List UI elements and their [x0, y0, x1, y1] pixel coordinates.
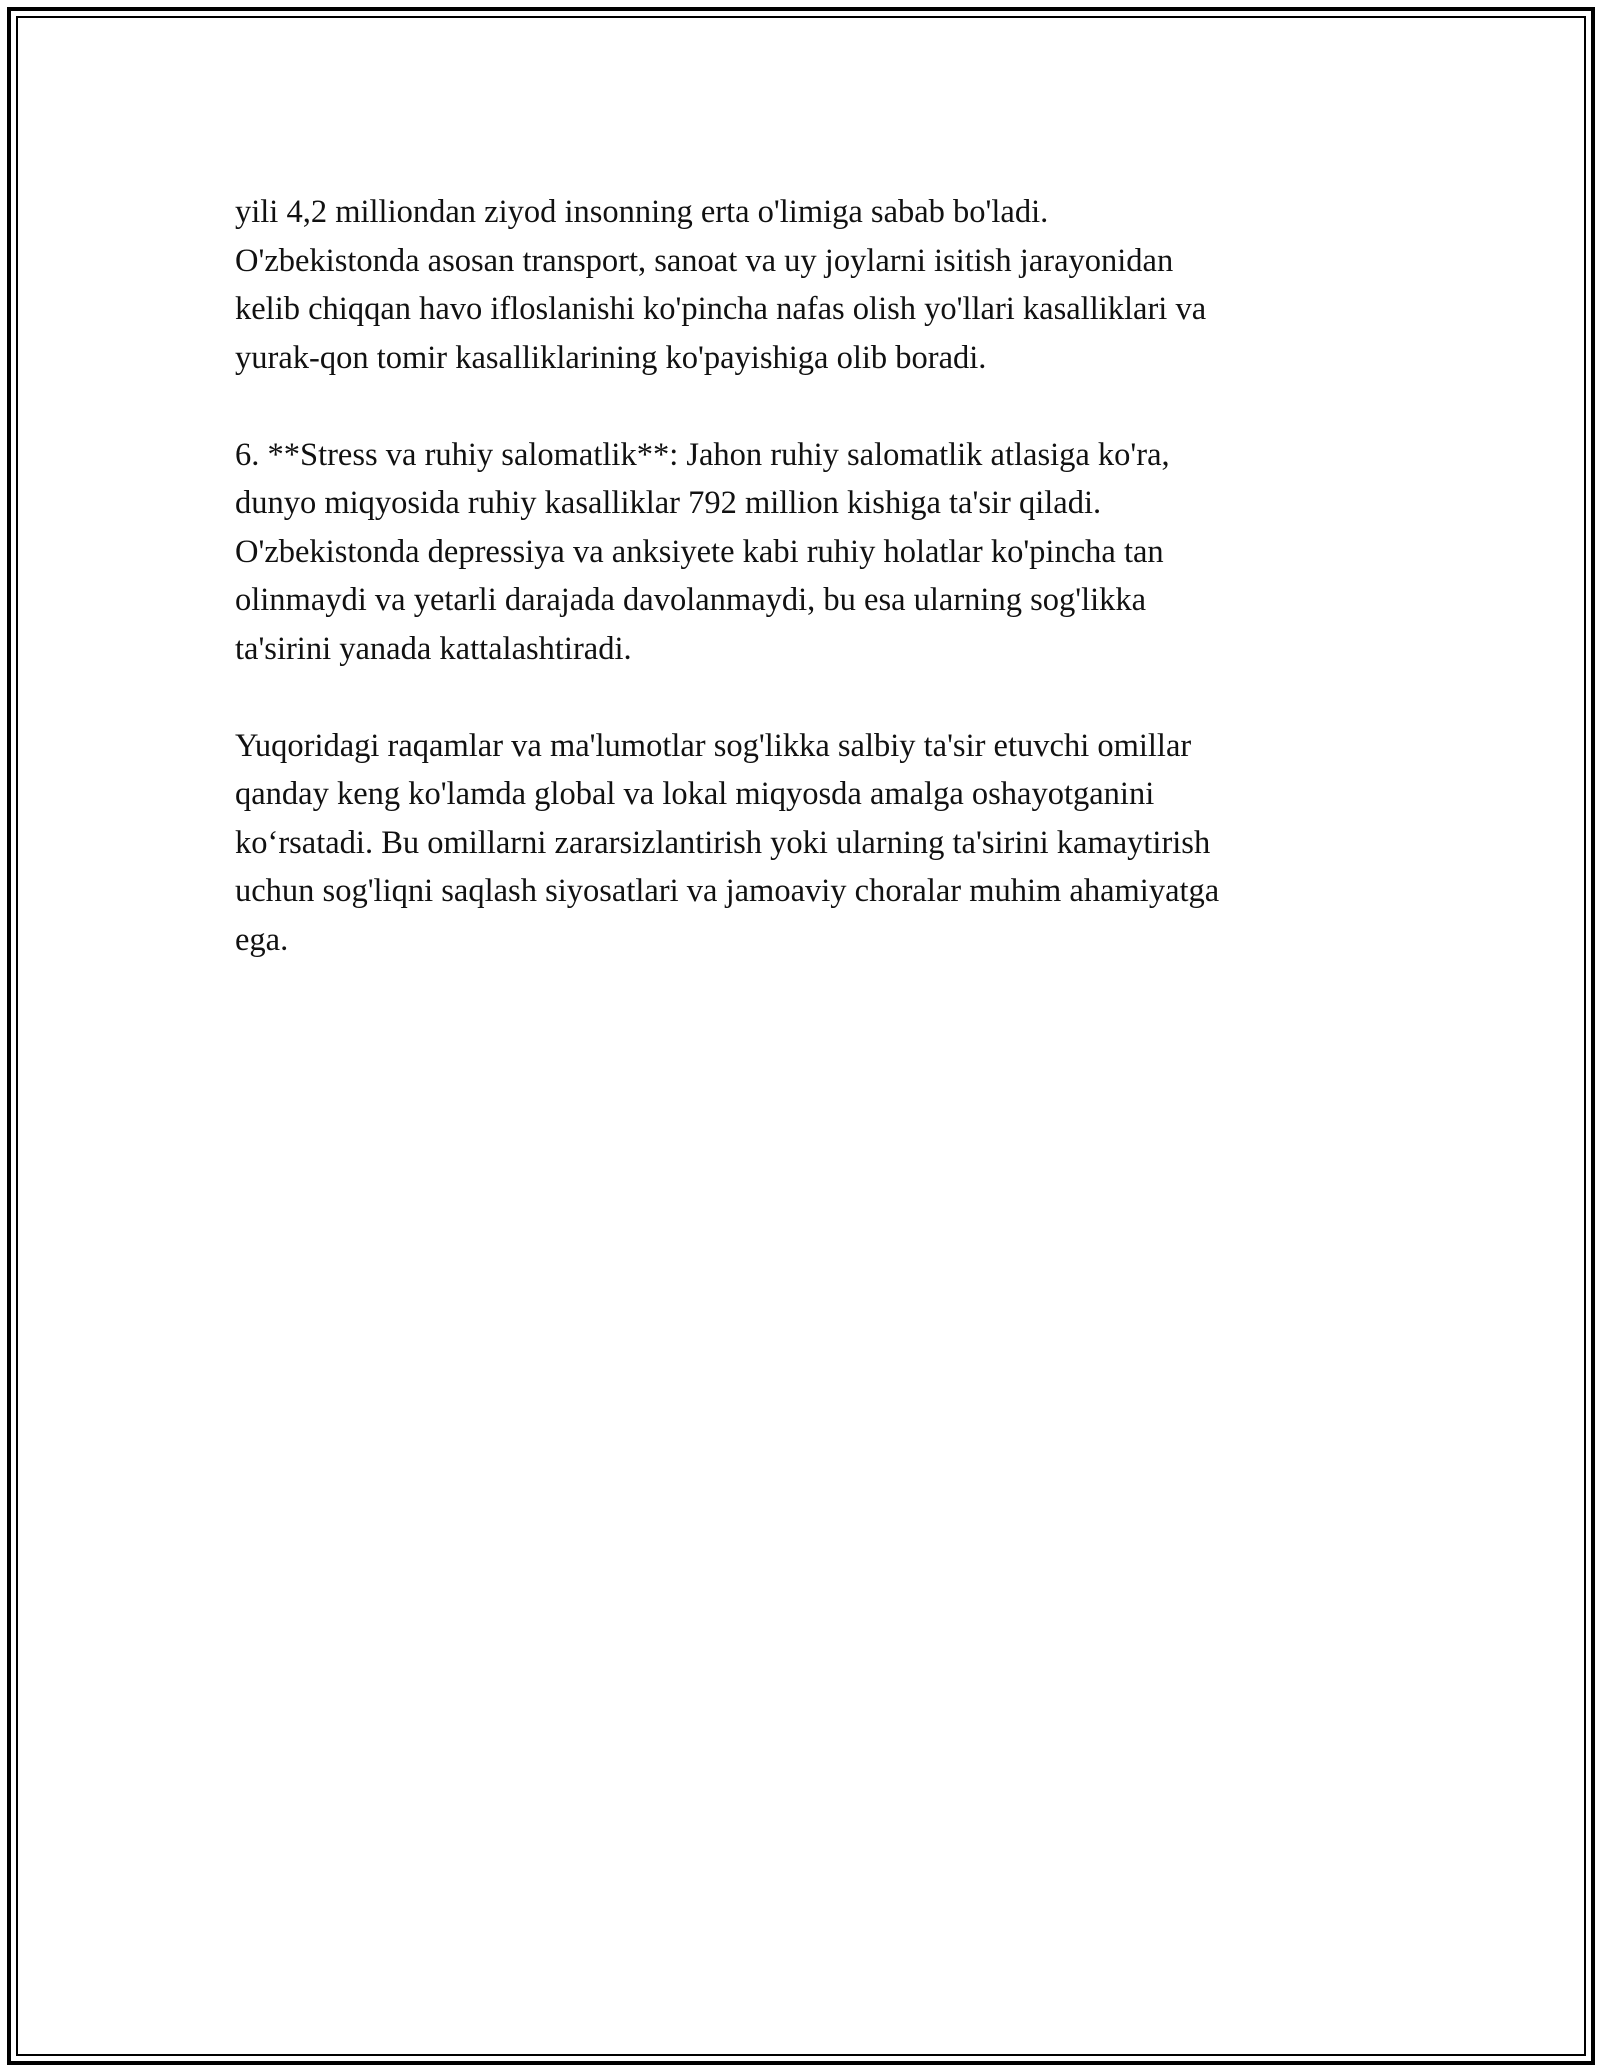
- text-line: ega.: [235, 921, 289, 958]
- text-line: O'zbekistonda asosan transport, sanoat va uy joylarni isitish jarayonidan: [235, 242, 1174, 279]
- paragraph-air-pollution: [235, 188, 1385, 382]
- text-line: qanday keng ko'lamda global va lokal miqyosda amalga oshayotganini: [235, 776, 1155, 812]
- text-line: yurak-qon tomir kasalliklarining ko'payishiga olib boradi.: [235, 339, 987, 376]
- document-body: [235, 188, 1385, 1013]
- text-line: ko‘rsatadi. Bu omillarni zararsizlantirish yoki ularning ta'sirini kamaytirish: [235, 824, 1211, 861]
- text-line: olinmaydi va yetarli darajada davolanmaydi, bu esa ularning sog'likka: [235, 582, 1147, 618]
- text-line: O'zbekistonda depressiya va anksiyete kabi ruhiy holatlar ko'pincha tan: [235, 533, 1164, 570]
- paragraph-stress-mental-health: [235, 431, 1385, 674]
- text-line: uchun sog'liqni saqlash siyosatlari va jamoaviy choralar muhim ahamiyatga: [235, 873, 1220, 909]
- text-line: ta'sirini yanada kattalashtiradi.: [235, 630, 632, 667]
- paragraph-conclusion: [235, 722, 1385, 965]
- text-line: 6. **Stress va ruhiy salomatlik**: Jahon ruhiy salomatlik atlasiga ko'ra,: [235, 436, 1170, 473]
- text-line: Yuqoridagi raqamlar va ma'lumotlar sog'likka salbiy ta'sir etuvchi omillar: [235, 727, 1192, 764]
- text-line: dunyo miqyosida ruhiy kasalliklar 792 million kishiga ta'sir qiladi.: [235, 485, 1102, 521]
- text-line: kelib chiqqan havo ifloslanishi ko'pincha nafas olish yo'llari kasalliklari va: [235, 291, 1207, 327]
- text-line: yili 4,2 milliondan ziyod insonning erta o'limiga sabab bo'ladi.: [235, 194, 1049, 230]
